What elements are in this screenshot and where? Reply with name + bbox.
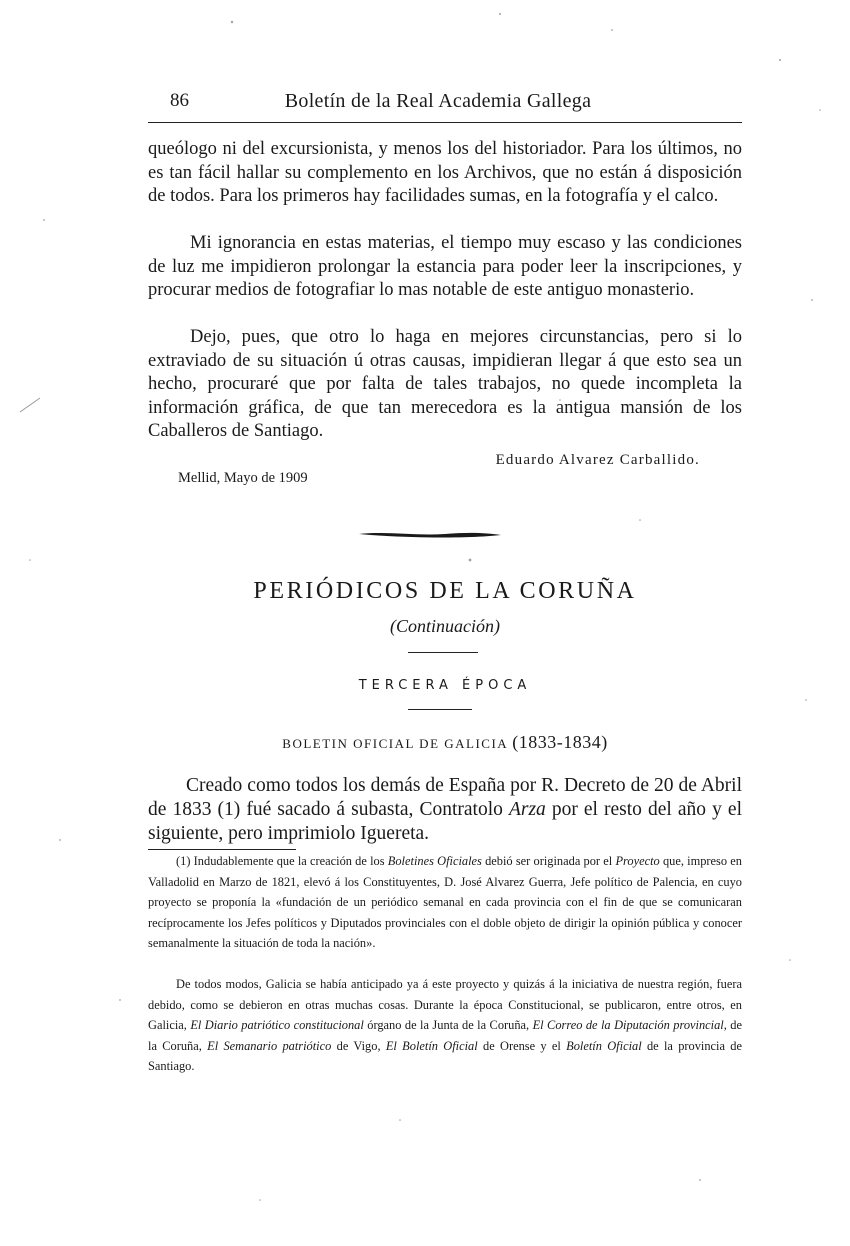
subsection-name: BOLETIN OFICIAL DE GALICIA	[282, 736, 508, 751]
footnote-1	[148, 851, 742, 954]
place-date: Mellid, Mayo de 1909	[178, 470, 308, 486]
footnote-italic: El Correo de la Diputación provincial,	[532, 1018, 727, 1032]
main-paragraph	[148, 774, 742, 846]
footnote-text: debió ser originada por el	[481, 854, 616, 868]
running-header	[148, 88, 742, 123]
period-title: TERCERA ÉPOCA	[358, 678, 532, 693]
divider-rule	[408, 709, 472, 710]
footnote-italic: Boletines Oficiales	[387, 854, 482, 868]
section-subtitle: (Continuación)	[390, 616, 500, 636]
footnote-text: que, impreso en Valladolid en Marzo de 1821, elevó á los Constituyentes, D. José Alvarez Guerra, Jefe político de Palencia, en cuyo proyecto se proponía la «fundación de un periódico semanal en cada provincia con el fin de que se comunicaran recíprocamente los Jefes políticos y Diputados provinciales con el doble objeto de dirigir la opinión pública y conocer semanalmente la situación de toda la nación».	[148, 854, 742, 950]
swash-divider	[355, 522, 505, 546]
footnote-text: De todos modos, Galicia se había anticipado ya á este proyecto y quizás á la iniciativa de nuestra región, fuera debido, como se debieron en otras muchas cosas. Durante la época Constitucional, se publicaron, entre otros, en Galicia,	[148, 977, 742, 1032]
main-text-italic: Arza	[508, 799, 546, 820]
footnote-text: de Orense y el	[477, 1038, 567, 1053]
section-title: PERIÓDICOS DE LA CORUÑA	[253, 578, 637, 604]
footnote-text: (1) Indudablemente que la creación de los	[176, 854, 388, 868]
divider-rule	[408, 652, 478, 653]
footnote-rule	[148, 849, 296, 850]
page-number: 86	[170, 90, 189, 111]
main-text-part: por el resto del año y el siguiente, pero imprimiolo Iguereta.	[148, 799, 742, 844]
footnote-text: de Vigo,	[331, 1038, 386, 1053]
journal-title: Boletín de la Real Academia Gallega	[284, 90, 592, 112]
subsection-title	[148, 732, 742, 753]
footnote-italic: Boletín Oficial	[566, 1038, 642, 1053]
subsection-dates: (1833-1834)	[512, 732, 608, 752]
main-text-part: Creado como todos los demás de España por R. Decreto de 20 de Abril de 1833 (1) fué sacado á subasta, Contratolo	[148, 775, 742, 820]
footnote-italic: Proyecto	[615, 854, 660, 868]
article-paragraph: queólogo ni del excursionista, y menos los del historiador. Para los últimos, no es tan fácil hallar su complemento en los Archivos, que no están á disposición de todos. Para los primeros hay facilidades sumas, en la fotografía y el calco.	[148, 139, 742, 206]
author-signature: Eduardo Alvarez Carballido.	[495, 452, 700, 468]
footnote-italic: El Diario patriótico constitucional	[190, 1018, 364, 1032]
footnote-text: de la provincia de Santiago.	[148, 1038, 742, 1073]
footnote-text: órgano de la Junta de la Coruña,	[363, 1018, 533, 1032]
footnote-italic: El Semanario patriótico	[207, 1038, 332, 1053]
article-paragraph: Dejo, pues, que otro lo haga en mejores circunstancias, pero si lo extraviado de su situación ú otras causas, impidieran llegar á que esto sea un hecho, procuraré que por falta de tales trabajos, no quede incompleta la información gráfica, de que tan merecedora es la antigua mansión de los Caballeros de Santiago.	[148, 327, 742, 441]
article-paragraph: Mi ignorancia en estas materias, el tiempo muy escaso y las condiciones de luz me impidieron prolongar la estancia para poder leer la inscripciones, y procurar medios de fotografiar lo mas notable de este antiguo monasterio.	[148, 233, 742, 300]
footnote-text: de la Coruña,	[148, 1018, 742, 1053]
footnote-italic: El Boletín Oficial	[385, 1038, 478, 1053]
footnote-2	[148, 974, 742, 1077]
